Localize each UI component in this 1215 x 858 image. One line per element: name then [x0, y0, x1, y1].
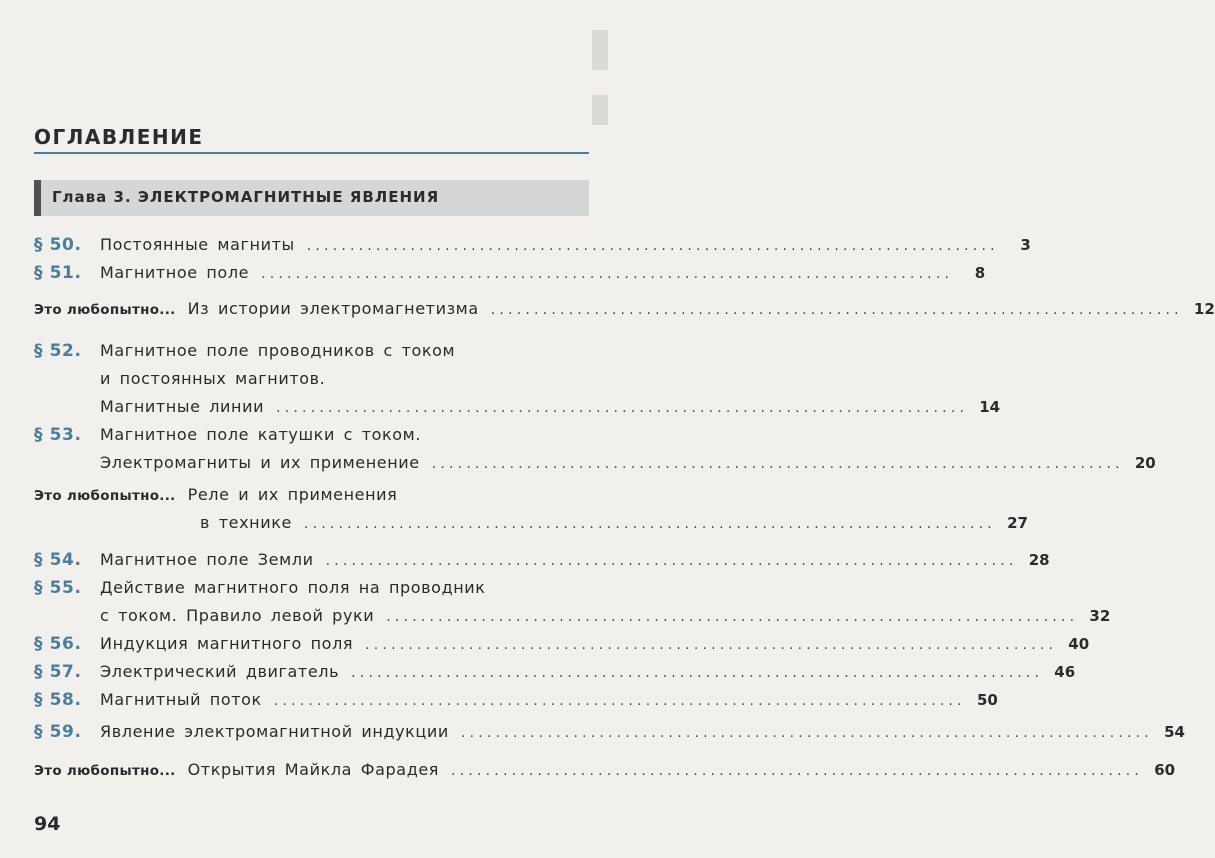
- entry-line: [34, 295, 1215, 323]
- dot-leader: ................................................................................: [273, 693, 966, 709]
- curious-entry[interactable]: [34, 295, 1215, 323]
- heading-rule: [34, 152, 589, 154]
- entry-line: [34, 231, 1031, 259]
- entry-title-line: Магнитное поле катушки с током.: [100, 425, 422, 444]
- section-entry[interactable]: [34, 546, 1050, 574]
- curious-label: Это любопытно...: [34, 488, 176, 504]
- entry-page-number: 12: [1193, 300, 1215, 318]
- section-number: § 55.: [34, 578, 82, 598]
- entry-title-line: Явление электромагнитной индукции: [100, 722, 449, 741]
- section-entry[interactable]: [34, 421, 1156, 477]
- section-number: § 54.: [34, 550, 82, 570]
- page-edge-mark: [592, 95, 608, 125]
- dot-leader: ................................................................................: [460, 725, 1153, 741]
- section-number: § 59.: [34, 722, 82, 742]
- entry-title-line: Действие магнитного поля на проводник: [100, 578, 486, 597]
- entry-title-line: в технике: [200, 513, 292, 532]
- entry-line: [34, 658, 1076, 686]
- entry-line: [34, 718, 1185, 746]
- entry-line: [34, 630, 1090, 658]
- entry-title-line: Магнитные линии: [100, 397, 265, 416]
- entry-page-number: 32: [1089, 607, 1111, 625]
- dot-leader: ................................................................................: [386, 609, 1079, 625]
- curious-entry[interactable]: [34, 481, 1028, 537]
- entry-page-number: 60: [1154, 761, 1176, 779]
- section-number: § 57.: [34, 662, 82, 682]
- entry-page-number: 8: [974, 264, 986, 282]
- chapter-accent: [34, 180, 41, 216]
- entry-title-line: Магнитный поток: [100, 690, 262, 709]
- entry-line: [34, 421, 594, 449]
- entry-line: [34, 365, 594, 393]
- dot-leader: ................................................................................: [261, 266, 954, 282]
- entry-page-number: 28: [1028, 551, 1050, 569]
- curious-label: Это любопытно...: [34, 763, 176, 779]
- page-number: 94: [34, 813, 61, 835]
- entry-page-number: 14: [979, 398, 1001, 416]
- entry-title-line: и постоянных магнитов.: [100, 369, 326, 388]
- entry-title-line: Открытия Майкла Фарадея: [187, 760, 440, 779]
- section-number: § 56.: [34, 634, 82, 654]
- dot-leader: ................................................................................: [451, 763, 1144, 779]
- entry-page-number: 54: [1164, 723, 1185, 741]
- dot-leader: ................................................................................: [303, 516, 996, 532]
- dot-leader: ................................................................................: [365, 637, 1058, 653]
- entry-line: [34, 481, 594, 509]
- entry-title-line: с током. Правило левой руки: [100, 606, 375, 625]
- section-entry[interactable]: [34, 259, 986, 287]
- entry-line: [34, 546, 1050, 574]
- entry-title-line: Постоянные магниты: [100, 235, 295, 254]
- dot-leader: ................................................................................: [306, 238, 999, 254]
- entry-title-line: Электромагниты и их применение: [100, 453, 420, 472]
- section-number: § 50.: [34, 235, 82, 255]
- curious-label: Это любопытно...: [34, 302, 176, 318]
- section-entry[interactable]: [34, 718, 1185, 746]
- section-number: § 52.: [34, 341, 82, 361]
- section-entry[interactable]: [34, 574, 1111, 630]
- entry-line: [34, 449, 1156, 477]
- entry-page-number: 20: [1134, 454, 1156, 472]
- dot-leader: ................................................................................: [276, 400, 969, 416]
- entry-title-line: Реле и их применения: [187, 485, 398, 504]
- page-edge-mark: [592, 30, 608, 70]
- dot-leader: ................................................................................: [490, 302, 1183, 318]
- section-entry[interactable]: [34, 231, 1031, 259]
- section-entry[interactable]: [34, 686, 998, 714]
- section-number: § 53.: [34, 425, 82, 445]
- chapter-title: Глава 3. ЭЛЕКТРОМАГНИТНЫЕ ЯВЛЕНИЯ: [52, 188, 440, 206]
- entry-line: [34, 509, 1028, 537]
- entry-title-line: Индукция магнитного поля: [100, 634, 354, 653]
- entry-line: [34, 574, 594, 602]
- entry-line: [34, 756, 1176, 784]
- entry-line: [34, 337, 594, 365]
- entry-line: [34, 393, 1001, 421]
- section-entry[interactable]: [34, 630, 1090, 658]
- toc-heading: ОГЛАВЛЕНИЕ: [34, 125, 204, 149]
- entry-title-line: Из истории электромагнетизма: [187, 299, 479, 318]
- entry-page-number: 50: [976, 691, 998, 709]
- entry-title-line: Электрический двигатель: [100, 662, 340, 681]
- section-entry[interactable]: [34, 337, 1001, 421]
- entry-line: [34, 259, 986, 287]
- entry-line: [34, 686, 998, 714]
- entry-page-number: 40: [1068, 635, 1090, 653]
- entry-line: [34, 602, 1111, 630]
- entry-page-number: 27: [1007, 514, 1028, 532]
- entry-title-line: Магнитное поле: [100, 263, 250, 282]
- dot-leader: ................................................................................: [351, 665, 1044, 681]
- dot-leader: ................................................................................: [431, 456, 1124, 472]
- entry-title-line: Магнитное поле проводников с током: [100, 341, 456, 360]
- section-entry[interactable]: [34, 658, 1076, 686]
- entry-page-number: 46: [1054, 663, 1076, 681]
- curious-entry[interactable]: [34, 756, 1176, 784]
- section-number: § 58.: [34, 690, 82, 710]
- dot-leader: ................................................................................: [325, 553, 1018, 569]
- section-number: § 51.: [34, 263, 82, 283]
- entry-title-line: Магнитное поле Земли: [100, 550, 314, 569]
- entry-page-number: 3: [1020, 236, 1031, 254]
